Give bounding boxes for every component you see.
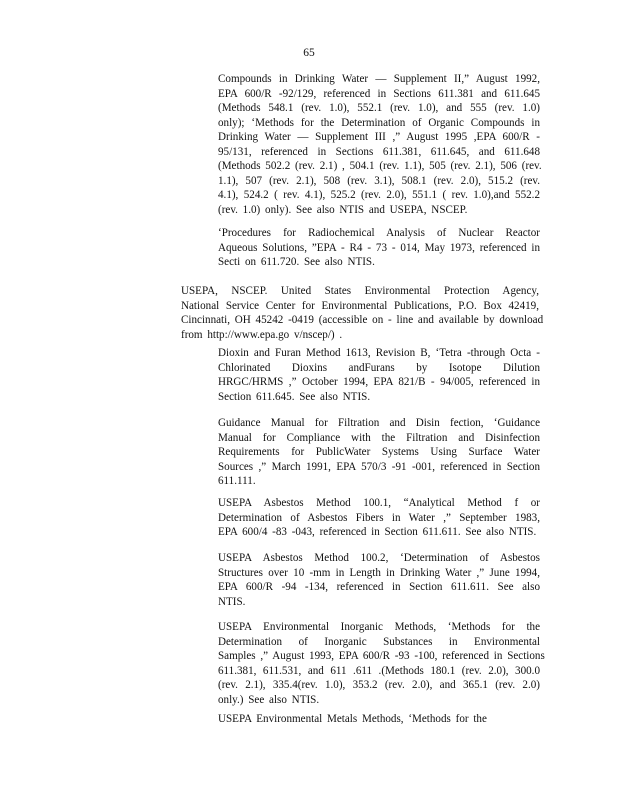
text-line: Sources ,” March 1991, EPA 570/3 -91 -001, referenced in Section (218, 460, 540, 473)
text-line: Dioxin and Furan Method 1613, Revision B, ‘Tetra -through Octa - (218, 347, 540, 359)
text-line: ‘Procedures for Radiochemical Analysis of Nuclear Reactor (218, 227, 540, 239)
text-line: USEPA Asbestos Method 100.1, “Analytical Method f or (218, 497, 540, 509)
text-line: Determination of Asbestos Fibers in Water ,” September 1983, (218, 511, 540, 524)
text-line: 1.1), 507 (rev. 2.1), 508 (rev. 3.1), 508.1 (rev. 2.0), 515.2 (rev. (218, 174, 540, 187)
text-line: National Service Center for Environmental Publications, P.O. Box 42419, (181, 299, 539, 312)
text-line: HRGC/HRMS ,” October 1994, EPA 821/B - 94/005, referenced in (218, 376, 540, 388)
text-line: Chlorinated Dioxins andFurans by Isotope Dilution (218, 361, 540, 374)
reference-paragraph (218, 551, 540, 609)
text-line: 611.381, 611.531, and 611 .611 .(Methods 180.1 (rev. 2.0), 300.0 (218, 664, 540, 677)
text-line: Drinking Water — Supplement III ,” August 1995 ,EPA 600/R - (218, 131, 540, 143)
text-line: from http://www.epa.go v/nscep/) . (181, 328, 343, 341)
text-line: only.) See also NTIS. (218, 693, 320, 706)
text-line: (Methods 502.2 (rev. 2.1) , 504.1 (rev. 1.1), 505 (rev. 2.1), 506 (rev. (218, 160, 542, 172)
text-line: Determination of Inorganic Substances in Environmental (218, 635, 540, 648)
text-line: 4.1), 524.2 ( rev. 4.1), 525.2 (rev. 2.0), 551.1 ( rev. 1.0),and 552.2 (218, 189, 540, 201)
reference-paragraph (218, 620, 545, 707)
text-line: Samples ,” August 1993, EPA 600/R -93 -100, referenced in Sections (218, 650, 545, 662)
text-line: Secti on 611.720. See also NTIS. (218, 256, 375, 268)
page-number: 65 (303, 47, 315, 59)
text-line: USEPA Environmental Inorganic Methods, ‘Methods for the (218, 621, 540, 633)
reference-paragraph (218, 712, 540, 727)
text-line: Structures over 10 -mm in Length in Drinking Water ,” June 1994, (218, 566, 540, 579)
text-line: NTIS. (218, 595, 246, 608)
text-line: 95/131, referenced in Sections 611.381, 611.645, and 611.648 (218, 145, 540, 158)
text-line: EPA 600/R -92/129, referenced in Sections 611.381 and 611.645 (218, 87, 540, 100)
reference-paragraph (218, 72, 540, 217)
text-line: USEPA Asbestos Method 100.2, ‘Determination of Asbestos (218, 552, 540, 564)
text-line: Manual for Compliance with the Filtration and Disinfection (218, 431, 540, 444)
text-line: (Methods 548.1 (rev. 1.0), 552.1 (rev. 1.0), and 555 (rev. 1.0) (218, 102, 540, 114)
reference-paragraph (218, 346, 540, 404)
reference-paragraph (218, 496, 540, 540)
reference-paragraph (181, 284, 544, 342)
text-line: USEPA Environmental Metals Methods, ‘Methods for the (218, 713, 487, 725)
text-line: Aqueous Solutions, ”EPA - R4 - 73 - 014, May 1973, referenced in (218, 241, 540, 254)
text-line: (rev. 2.1), 335.4(rev. 1.0), 353.2 (rev. 2.0), and 365.1 (rev. 2.0) (218, 679, 540, 691)
text-line: 611.111. (218, 475, 256, 487)
reference-paragraph (218, 416, 540, 489)
text-line: only); ‘Methods for the Determination of Organic Compounds in (218, 116, 540, 129)
text-line: Requirements for PublicWater Systems Using Surface Water (218, 446, 540, 458)
text-line: Guidance Manual for Filtration and Disin fection, ‘Guidance (218, 417, 540, 429)
text-line: Compounds in Drinking Water — Supplement II,” August 1992, (218, 73, 540, 85)
text-line: Section 611.645. See also NTIS. (218, 390, 371, 403)
reference-paragraph (218, 226, 540, 270)
text-line: USEPA, NSCEP. United States Environmental Protection Agency, (181, 285, 539, 297)
text-line: (rev. 1.0) only). See also NTIS and USEPA, NSCEP. (218, 203, 468, 216)
text-line: Cincinnati, OH 45242 -0419 (accessible on - line and available by download (181, 314, 544, 326)
text-line: EPA 600/4 -83 -043, referenced in Section 611.611. See also NTIS. (218, 526, 537, 538)
text-line: EPA 600/R -94 -134, referenced in Section 611.611. See also (218, 581, 540, 593)
